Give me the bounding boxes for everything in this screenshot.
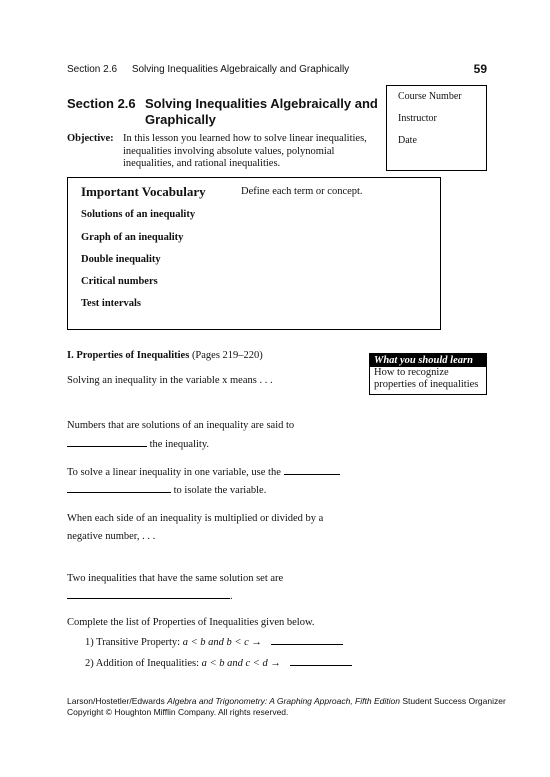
vocabulary-term: Double inequality — [81, 254, 161, 265]
prompt-properties-list: Complete the list of Properties of Inequalities given below. — [67, 617, 315, 628]
prompt-negative-multiply-line2: negative number, . . . — [67, 531, 156, 542]
date-label: Date — [398, 135, 417, 146]
course-info-box — [386, 85, 487, 171]
prompt-solutions-said: Numbers that are solutions of an inequality are said to — [67, 420, 295, 431]
lesson-title-line2: Graphically — [145, 112, 216, 127]
property-label: 2) Addition of Inequalities: — [85, 658, 200, 669]
running-header-title: Solving Inequalities Algebraically and Graphically — [131, 64, 350, 75]
property-expression: a < b and b < c → — [182, 637, 262, 648]
objective-label: Objective: — [67, 133, 114, 144]
prompt-equivalent-line2: . — [67, 589, 233, 603]
answer-blank[interactable] — [67, 589, 230, 599]
prompt-text: To solve a linear inequality in one variable, use the — [67, 467, 281, 478]
vocabulary-box — [67, 177, 441, 330]
property-expression: a < b and c < d → — [201, 658, 281, 669]
prompt-text: the inequality. — [149, 439, 210, 450]
answer-blank[interactable] — [284, 465, 340, 475]
answer-blank[interactable] — [290, 656, 352, 666]
page-number: 59 — [473, 62, 487, 76]
property-label: 1) Transitive Property: — [85, 637, 181, 648]
property-item-addition — [85, 656, 352, 670]
vocabulary-term: Critical numbers — [81, 276, 158, 287]
running-header-section: Section 2.6 — [67, 64, 118, 75]
footer-copyright: Copyright © Houghton Mifflin Company. All rights reserved. — [67, 707, 289, 717]
footer-book-title: Algebra and Trigonometry: A Graphing Approach, Fifth Edition — [167, 696, 400, 706]
vocabulary-term: Solutions of an inequality — [81, 209, 196, 220]
vocabulary-heading: Important Vocabulary — [81, 184, 206, 199]
page-footer — [67, 696, 506, 718]
course-number-label: Course Number — [398, 91, 462, 102]
prompt-solving-meaning: Solving an inequality in the variable x means . . . — [67, 375, 273, 386]
footer-line1 — [67, 696, 506, 707]
property-item-transitive — [85, 635, 343, 649]
footer-authors: Larson/Hostetler/Edwards — [67, 696, 165, 706]
prompt-text: to isolate the variable. — [173, 485, 267, 496]
learning-goal-box — [369, 353, 487, 395]
running-header — [67, 64, 349, 75]
learning-goal-text: How to recognize properties of inequalities — [374, 367, 479, 390]
prompt-linear-inequality-line2 — [67, 483, 266, 497]
lesson-number: Section 2.6 — [67, 96, 136, 111]
instructor-label: Instructor — [398, 113, 437, 124]
section-heading — [67, 350, 263, 361]
objective-text: In this lesson you learned how to solve linear inequalities, inequalities involving absolute values, polynomial inequalities, and rational inequalities. — [123, 133, 367, 169]
vocabulary-term: Test intervals — [81, 298, 141, 309]
answer-blank[interactable] — [67, 437, 147, 447]
objective — [67, 133, 385, 171]
vocabulary-term: Graph of an inequality — [81, 232, 184, 243]
prompt-solutions-said-line2 — [67, 437, 209, 451]
vocabulary-instruction: Define each term or concept. — [241, 186, 363, 197]
answer-blank[interactable] — [271, 635, 343, 645]
lesson-title-line1: Solving Inequalities Algebraically and — [145, 96, 378, 111]
footer-organizer: Student Success Organizer — [402, 696, 506, 706]
section-heading-pages: (Pages 219–220) — [191, 350, 263, 361]
prompt-equivalent: Two inequalities that have the same solution set are — [67, 573, 284, 584]
answer-blank[interactable] — [67, 483, 171, 493]
learning-goal-heading: What you should learn — [370, 354, 486, 367]
page-title — [67, 96, 378, 128]
prompt-negative-multiply: When each side of an inequality is multiplied or divided by a — [67, 513, 324, 524]
prompt-linear-inequality — [67, 465, 340, 479]
section-heading-title: I. Properties of Inequalities — [67, 350, 190, 361]
